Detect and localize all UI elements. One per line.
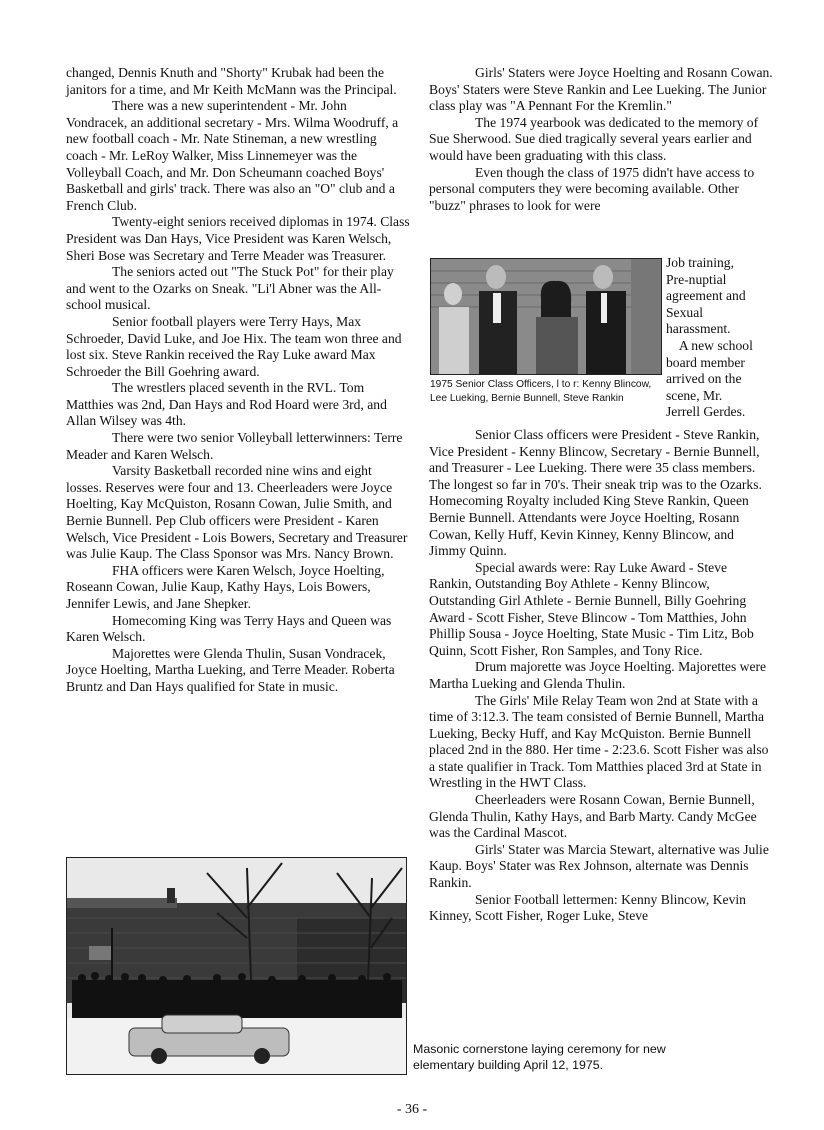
paragraph: Girls' Staters were Joyce Hoelting and Rosann Cowan. Boys' Staters were Steve Rankin and Lee Lueking. The Junior class play was "A Pennant For the Kremlin." [429, 65, 773, 114]
paragraph: Senior football players were Terry Hays, Max Schroeder, David Luke, and Joe Hix. The team won three and lost six. Steve Rankin received the Ray Luke award Max Schroeder the Bill Goehring award. [66, 313, 402, 379]
ceremony-photo [66, 857, 407, 1075]
officers-caption: 1975 Senior Class Officers, l to r: Kenny Blincow, Lee Lueking, Bernie Bunnell, Steve Rankin [430, 379, 652, 404]
text-line: arrived on the [666, 371, 742, 387]
paragraph: There was a new superintendent - Mr. John Vondracek, an additional secretary - Mrs. Wilma Woodruff, a new football coach - Mr. Nate Stineman, a new wrestling coach - Mr. LeRoy Walker, Miss Linnemeyer was the Volleyball Coach, and Mr. Don Scheumann coached Boys' Basketball and girls' track. There was also an "O" club and a French Club. [66, 98, 399, 213]
paragraph: Majorettes were Glenda Thulin, Susan Vondracek, Joyce Hoelting, Martha Lueking, and Terre Meader. Roberta Bruntz and Dan Hays qualified for State in music. [66, 645, 395, 694]
text-line: Job training, [666, 255, 734, 270]
officers-photo [430, 258, 662, 375]
paragraph: Girls' Stater was Marcia Stewart, alternative was Julie Kaup. Boys' Stater was Rex Johnson, alternate was Dennis Rankin. [429, 841, 769, 891]
text-line: Jerrell Gerdes. [666, 404, 746, 420]
paragraph: The 1974 yearbook was dedicated to the memory of Sue Sherwood. Sue died tragically several years earlier and would have been graduating with this class. [429, 114, 759, 163]
left-column [66, 65, 410, 696]
paragraph: Senior Football lettermen: Kenny Blincow, Kevin Kinney, Scott Fisher, Roger Luke, Steve [429, 891, 746, 924]
text-line: harassment. [666, 321, 731, 337]
paragraph: changed, Dennis Knuth and "Shorty" Krubak had been the janitors for a time, and Mr Keith McMann was the Principal. [66, 65, 397, 97]
ceremony-caption: Masonic cornerstone laying ceremony for new elementary building April 12, 1975. [413, 1042, 666, 1072]
text-line: board member [666, 354, 745, 370]
paragraph: Varsity Basketball recorded nine wins and eight losses. Reserves were four and 13. Cheerleaders were Joyce Hoelting, Kay McQuiston, Rosann Cowan, Julie Smith, and Bernie Bunnell. Pep Club officers were President - Karen Welsch, Vice President - Lois Bowers, Secretary and Treasurer was Julie Kaup. The Class Sponsor was Mrs. Nancy Brown. [66, 463, 408, 562]
paragraph: Drum majorette was Joyce Hoelting. Majorettes were Martha Lueking and Glenda Thulin. [429, 659, 767, 691]
text-line: scene, Mr. [666, 387, 723, 403]
paragraph: Twenty-eight seniors received diplomas in 1974. Class President was Dan Hays, Vice President was Karen Welsch, Sheri Bose was Secretary and Terre Meader was Treasurer. [66, 214, 410, 263]
right-column-continued [429, 427, 773, 925]
paragraph: The Girls' Mile Relay Team won 2nd at State with a time of 3:12.3. The team consisted of Bernie Bunnell, Martha Lueking, Becky Huff, and Kay McQuiston. Bernie Bunnell placed 2nd in the 880. Her time - 2:23.6. Scott Fisher was also a state qualifier in Track. Tom Matthies placed 3rd at State in Wrestling in the HWT Class. [429, 692, 769, 791]
text-line: Sexual [666, 304, 703, 320]
paragraph: Special awards were: Ray Luke Award - Steve Rankin, Outstanding Boy Athlete - Kenny Blincow, Outstanding Girl Athlete - Bernie Bunnell, Billy Goehring Award - Scott Fisher, Steve Blincow - Tom Matthies, John Phillip Sousa - Joyce Hoelting, State Music - Tim Litz, Bob Quinn, Scott Fisher, Ron Samples, and Tony Rice. [429, 559, 754, 658]
wrapped-text [666, 255, 776, 421]
paragraph: Senior Class officers were President - Steve Rankin, Vice President - Kenny Blincow, Secretary - Bernie Bunnell, and Treasurer - Lee Lueking. There were 35 class members. The longest so far in 70's. Their sneak trip was to the Ozarks. Homecoming Royalty included King Steve Rankin, Queen Bernie Bunnell. Attendants were Joyce Hoelting, Rosann Cowan, Kelly Huff, Kevin Kinney, Kenny Blincow, and Jimmy Quinn. [429, 427, 762, 559]
paragraph: Even though the class of 1975 didn't have access to personal computers they were becoming available. Other "buzz" phrases to look for were [429, 164, 755, 213]
right-column [429, 65, 773, 214]
paragraph: FHA officers were Karen Welsch, Joyce Hoelting, Roseann Cowan, Julie Kaup, Kathy Hays, Lois Bowers, Jennifer Lewis, and Jane Shepker. [66, 562, 385, 611]
text-line: A new school [666, 337, 753, 353]
text-line: Pre-nuptial [666, 271, 727, 287]
paragraph: There were two senior Volleyball letterwinners: Terre Meader and Karen Welsch. [66, 430, 403, 462]
paragraph: Homecoming King was Terry Hays and Queen was Karen Welsch. [66, 612, 392, 645]
paragraph: The wrestlers placed seventh in the RVL. Tom Matthies was 2nd, Dan Hays and Rod Hoard were 3rd, and Allan Wilsey was 4th. [66, 380, 387, 429]
paragraph: Cheerleaders were Rosann Cowan, Bernie Bunnell, Glenda Thulin, Kathy Hays, and Barb Marty. Candy McGee was the Cardinal Mascot. [429, 792, 757, 841]
paragraph: The seniors acted out "The Stuck Pot" for their play and went to the Ozarks on Sneak. "Li'l Abner was the All-school musical. [66, 264, 394, 313]
text-line: agreement and [666, 288, 746, 304]
page-number: - 36 - [396, 1102, 428, 1117]
